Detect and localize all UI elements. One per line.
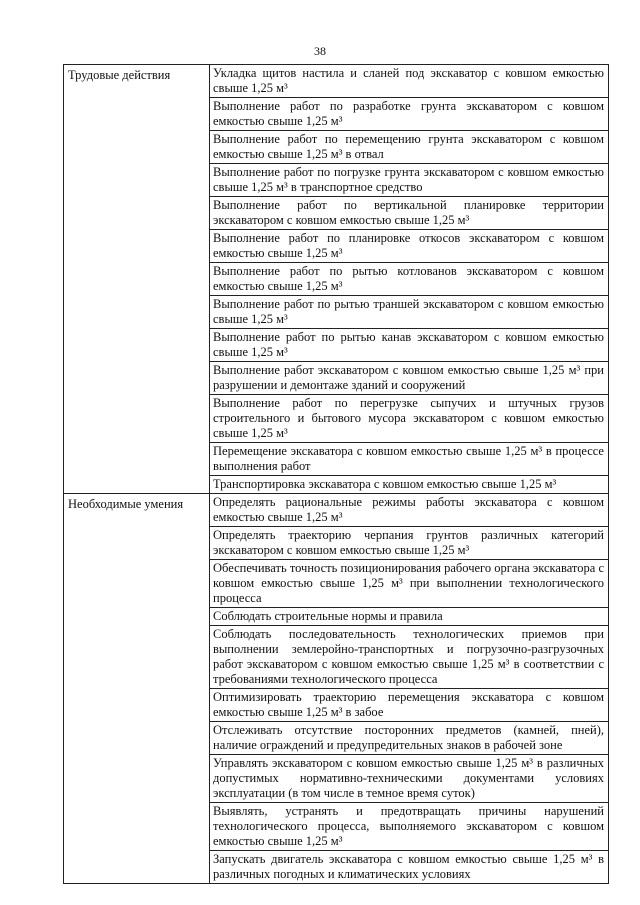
section-title-required-skills: Необходимые умения: [64, 494, 210, 884]
list-item: Оптимизировать траекторию перемещения экскаватора с ковшом емкостью свыше 1,25 м³ в забое: [210, 689, 608, 722]
list-item: Выполнение работ экскаватором с ковшом емкостью свыше 1,25 м³ при разрушении и демонтаже зданий и сооружений: [210, 362, 608, 395]
list-item: Выполнение работ по рытью котлованов экскаватором с ковшом емкостью свыше 1,25 м³: [210, 263, 608, 296]
list-item: Выполнение работ по перегрузке сыпучих и штучных грузов строительного и бытового мусора экскаватором с ковшом емкостью свыше 1,25 м³: [210, 395, 608, 443]
list-item: Определять траекторию черпания грунтов различных категорий экскаватором с ковшом емкостью свыше 1,25 м³: [210, 527, 608, 560]
requirements-table: [63, 64, 609, 884]
page-number: 38: [314, 44, 326, 58]
list-item: Выполнение работ по рытью канав экскаватором с ковшом емкостью свыше 1,25 м³: [210, 329, 608, 362]
list-item: Обеспечивать точность позиционирования рабочего органа экскаватора с ковшом емкостью свыше 1,25 м³ при выполнении технологического процесса: [210, 560, 608, 608]
list-item: Управлять экскаватором с ковшом емкостью свыше 1,25 м³ в различных допустимых нормативно-техническими документами условиях эксплуатации (в том числе в темное время суток): [210, 755, 608, 803]
list-item: Выполнение работ по рытью траншей экскаватором с ковшом емкостью свыше 1,25 м³: [210, 296, 608, 329]
list-item: Соблюдать строительные нормы и правила: [210, 608, 608, 626]
list-item: Транспортировка экскаватора с ковшом емкостью свыше 1,25 м³: [213, 477, 557, 491]
list-item: Укладка щитов настила и слaней под экскаватор с ковшом емкостью свыше 1,25 м³: [210, 65, 608, 98]
section-title-labor-actions: Трудовые действия: [64, 65, 210, 494]
section-row-required-skills: [64, 494, 609, 884]
list-item: Отслеживать отсутствие посторонних предметов (камней, пней), наличие ограждений и предупредительных знаков в рабочей зоне: [210, 722, 608, 755]
list-item: Соблюдать последовательность технологических приемов при выполнении землеройно-транспортных и погрузочно-разгрузочных работ экскаватором с ковшом емкостью свыше 1,25 м³ в соответствии с требованиями технологического процесса: [210, 626, 608, 689]
section-items-labor-actions: [210, 65, 609, 494]
list-item: Выполнение работ по разработке грунта экскаватором с ковшом емкостью свыше 1,25 м³: [210, 98, 608, 131]
section-row-labor-actions: [64, 65, 609, 494]
list-item: Запускать двигатель экскаватора с ковшом емкостью свыше 1,25 м³ в различных погодных и климатических условиях: [213, 852, 604, 881]
list-item: Выполнение работ по перемещению грунта экскаватором с ковшом емкостью свыше 1,25 м³ в отвал: [210, 131, 608, 164]
list-item: Перемещение экскаватора с ковшом емкостью свыше 1,25 м³ в процессе выполнения работ: [210, 443, 608, 476]
list-item: Выполнение работ по вертикальной планировке территории экскаватором с ковшом емкостью свыше 1,25 м³: [210, 197, 608, 230]
list-item: Выполнение работ по погрузке грунта экскаватором с ковшом емкостью свыше 1,25 м³ в транспортное средство: [210, 164, 608, 197]
list-item: Выполнение работ по планировке откосов экскаватором с ковшом емкостью свыше 1,25 м³: [210, 230, 608, 263]
list-item: Определять рациональные режимы работы экскаватора с ковшом емкостью свыше 1,25 м³: [210, 494, 608, 527]
section-items-required-skills: [210, 494, 609, 884]
list-item: Выявлять, устранять и предотвращать причины нарушений технологического процесса, выполняемого экскаватором с ковшом емкостью свыше 1,25 м³: [210, 803, 608, 851]
